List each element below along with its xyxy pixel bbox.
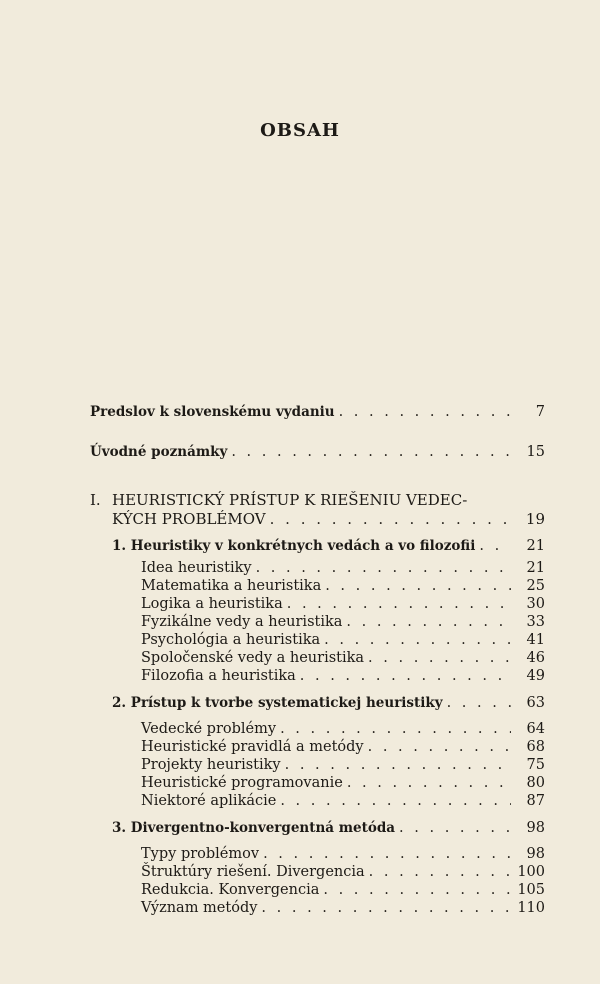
toc-section-2 [112, 694, 545, 810]
item-label: Spoločenské vedy a heuristika [141, 650, 365, 666]
item-label: Idea heuristiky [141, 560, 252, 576]
toc-entry-label: Predslov k slovenskému vydaniu [90, 404, 335, 420]
chapter-title-line2: KÝCH PROBLÉMOV [112, 510, 266, 528]
dot-leader [285, 756, 511, 774]
dot-leader [280, 792, 511, 810]
item-label: Heuristické pravidlá a metódy [141, 739, 364, 755]
section-label: 1. Heuristiky v konkrétnych vedách a vo filozofii [112, 538, 476, 554]
item-label: Projekty heuristiky [141, 757, 281, 773]
item-label: Vedecké problémy [141, 721, 277, 737]
dot-leader [231, 443, 511, 461]
toc-entry-label: Úvodné poznámky [90, 444, 228, 460]
list-item [141, 845, 545, 863]
item-label: Štruktúry riešení. Divergencia [141, 864, 365, 880]
item-page: 49 [526, 668, 545, 684]
item-label: Logika a heuristika [141, 596, 283, 612]
dot-leader [325, 577, 511, 595]
item-label: Redukcia. Konvergencia [141, 882, 320, 898]
section-page: 98 [526, 820, 545, 836]
list-item [141, 631, 545, 649]
list-item [141, 559, 545, 577]
list-item [141, 881, 545, 899]
list-item [141, 756, 545, 774]
item-label: Filozofia a heuristika [141, 668, 296, 684]
item-label: Heuristické programovanie [141, 775, 343, 791]
item-label: Psychológia a heuristika [141, 632, 321, 648]
section-page: 63 [526, 695, 545, 711]
toc-entry-intro [90, 443, 545, 461]
dot-leader [256, 559, 511, 577]
item-label: Typy problémov [141, 846, 260, 862]
list-item [141, 774, 545, 792]
item-page: 64 [526, 721, 545, 737]
toc-section-1 [112, 537, 545, 685]
list-item [141, 863, 545, 881]
item-label: Matematika a heuristika [141, 578, 322, 594]
dot-leader [261, 899, 511, 917]
dot-leader [347, 774, 511, 792]
item-page: 98 [526, 846, 545, 862]
list-item [141, 720, 545, 738]
list-item [141, 649, 545, 667]
dot-leader [339, 403, 511, 421]
dot-leader [447, 694, 511, 712]
toc-chapter-1 [90, 491, 545, 528]
section-label: 2. Prístup k tvorbe systematickej heuristiky [112, 695, 443, 711]
list-item [141, 613, 545, 631]
list-item [141, 577, 545, 595]
dot-leader [368, 738, 511, 756]
section-page: 21 [526, 538, 545, 554]
item-page: 100 [517, 864, 545, 880]
dot-leader [369, 863, 511, 881]
dot-leader [368, 649, 511, 667]
dot-leader [323, 881, 511, 899]
section-label: 3. Divergentno-konvergentná metóda [112, 820, 396, 836]
dot-leader [324, 631, 511, 649]
table-of-contents [90, 403, 545, 917]
item-page: 105 [517, 882, 545, 898]
item-label: Fyzikálne vedy a heuristika [141, 614, 343, 630]
list-item [141, 899, 545, 917]
item-page: 25 [526, 578, 545, 594]
chapter-number: I. [90, 491, 101, 509]
chapter-page: 19 [525, 510, 545, 528]
item-page: 75 [526, 757, 545, 773]
dot-leader [280, 720, 511, 738]
item-page: 46 [526, 650, 545, 666]
page-title: OBSAH [260, 120, 340, 141]
item-page: 80 [526, 775, 545, 791]
item-page: 33 [526, 614, 545, 630]
dot-leader [270, 510, 511, 528]
toc-entry-page: 7 [535, 404, 545, 420]
item-label: Význam metódy [141, 900, 258, 916]
list-item [141, 595, 545, 613]
list-item [141, 792, 545, 810]
item-page: 110 [517, 900, 545, 916]
toc-section-3 [112, 819, 545, 917]
list-item [141, 738, 545, 756]
item-page: 41 [526, 632, 545, 648]
item-label: Niektoré aplikácie [141, 793, 277, 809]
dot-leader [263, 845, 511, 863]
dot-leader [479, 537, 511, 555]
item-page: 30 [526, 596, 545, 612]
toc-entry-preface [90, 403, 545, 421]
item-page: 87 [526, 793, 545, 809]
list-item [141, 667, 545, 685]
item-page: 21 [526, 560, 545, 576]
dot-leader [399, 819, 511, 837]
chapter-title-line1: HEURISTICKÝ PRÍSTUP K RIEŠENIU VEDEC- [112, 491, 468, 509]
dot-leader [287, 595, 511, 613]
dot-leader [346, 613, 511, 631]
dot-leader [300, 667, 511, 685]
item-page: 68 [526, 739, 545, 755]
toc-entry-page: 15 [526, 444, 545, 460]
